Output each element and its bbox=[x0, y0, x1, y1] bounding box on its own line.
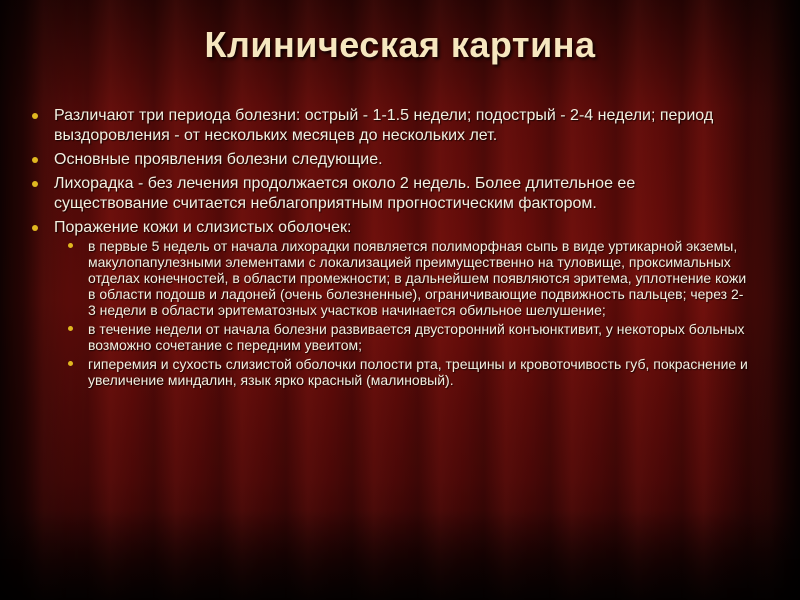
sub-bullet-text: гиперемия и сухость слизистой оболочки полости рта, трещины и кровоточивость губ, покраснение и увеличение миндалин, язык ярко красный (малиновый). bbox=[88, 356, 748, 388]
bullet-item bbox=[30, 218, 750, 388]
bullet-dot-icon bbox=[32, 157, 38, 163]
sub-bullet-list bbox=[54, 238, 750, 388]
sub-bullet-item bbox=[54, 356, 750, 388]
bullet-item bbox=[30, 106, 750, 146]
bullet-dot-icon bbox=[32, 113, 38, 119]
bullet-dot-icon bbox=[32, 225, 38, 231]
bullet-text: Различают три периода болезни: острый - 1-1.5 недели; подострый - 2-4 недели; период выздоровления - от нескольких месяцев до нескольких лет. bbox=[54, 107, 714, 144]
bullet-item bbox=[30, 174, 750, 214]
sub-bullet-text: в первые 5 недель от начала лихорадки появляется полиморфная сыпь в виде уртикарной экземы, макулопапулезными элементами с локализацией преимущественно на туловище, проксимальных отделах конечностей, в области промежности; в дальнейшем появляются эритема, уплотнение кожи в области подошв и ладоней (очень болезненные), ограничивающие подвижность пальцев; через 2-3 недели в области эритематозных участков начинается обильное шелушение; bbox=[88, 238, 747, 318]
slide-title: Клиническая картина bbox=[204, 24, 596, 65]
curtain-background bbox=[0, 510, 800, 600]
sub-bullet-text: в течение недели от начала болезни развивается двусторонний конъюнктивит, у некоторых больных возможно сочетание с передним увеитом; bbox=[88, 321, 745, 353]
sub-bullet-item bbox=[54, 321, 750, 353]
bullet-dot-icon bbox=[32, 181, 38, 187]
bullet-text: Основные проявления болезни следующие. bbox=[54, 151, 383, 168]
bullet-text: Лихорадка - без лечения продолжается около 2 недель. Более длительное ее существование считается неблагоприятным прогностическим фактором. bbox=[54, 175, 636, 212]
bullet-item bbox=[30, 150, 750, 170]
sub-bullet-dot-icon bbox=[68, 243, 73, 248]
slide-content bbox=[30, 106, 750, 392]
sub-bullet-dot-icon bbox=[68, 361, 73, 366]
sub-bullet-item bbox=[54, 238, 750, 318]
bullet-list bbox=[30, 106, 750, 388]
bullet-text: Поражение кожи и слизистых оболочек: bbox=[54, 219, 352, 236]
sub-bullet-dot-icon bbox=[68, 326, 73, 331]
